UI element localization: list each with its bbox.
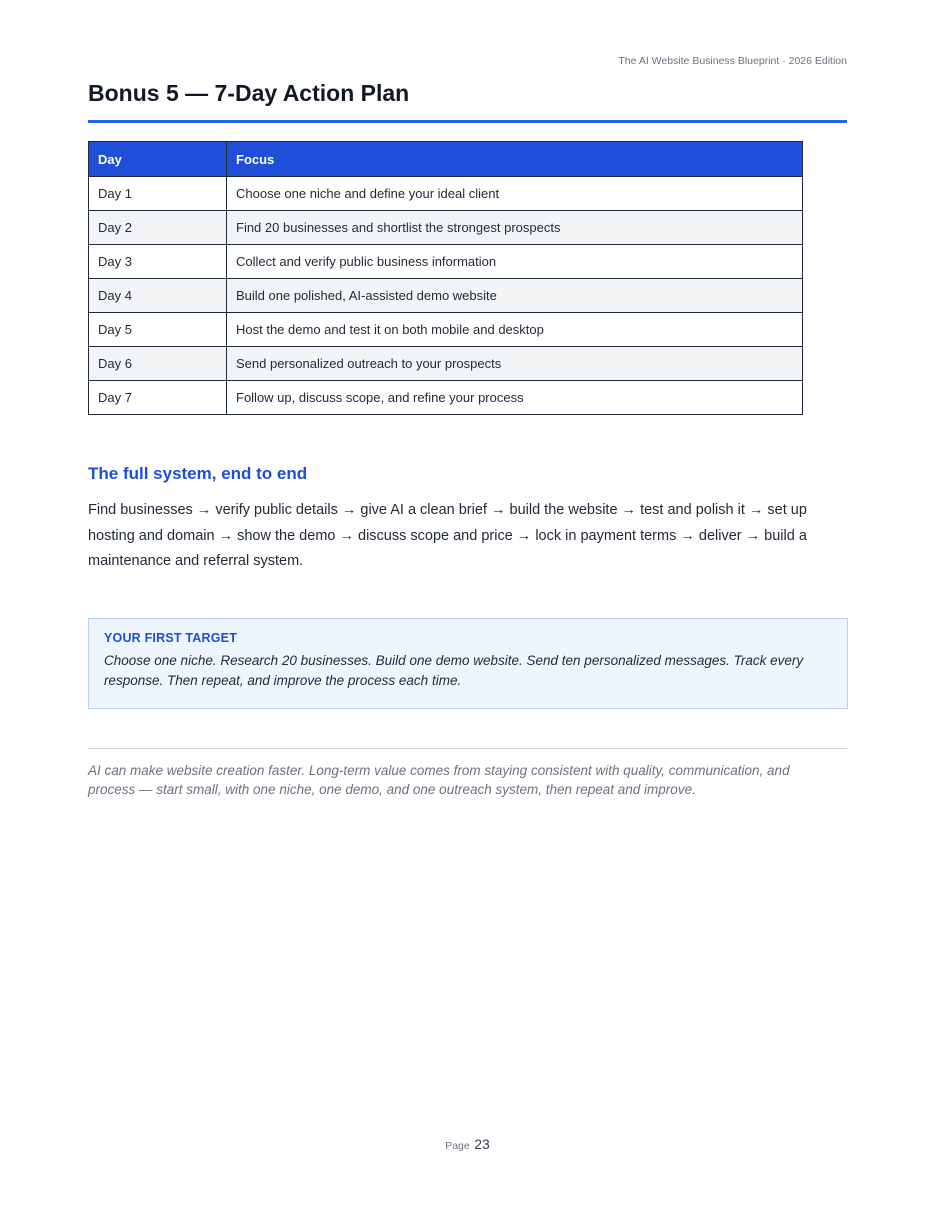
focus-cell: Collect and verify public business information [227, 245, 803, 279]
table-row [89, 177, 803, 211]
table-row [89, 381, 803, 415]
focus-cell: Build one polished, AI-assisted demo website [227, 279, 803, 313]
table-row [89, 279, 803, 313]
day-cell: Day 5 [89, 313, 227, 347]
day-cell: Day 6 [89, 347, 227, 381]
focus-cell: Choose one niche and define your ideal client [227, 177, 803, 211]
table-row [89, 211, 803, 245]
system-flow-text: Find businesses → verify public details → give AI a clean brief → build the website → test and polish it → set up hosting and domain → show the demo → discuss scope and price → lock in payment terms → deliver → build a maintenance and referral system. [88, 502, 807, 569]
title-underline [88, 120, 847, 123]
focus-cell: Find 20 businesses and shortlist the strongest prospects [227, 211, 803, 245]
page-number: 23 [474, 1136, 490, 1152]
action-plan-table [88, 141, 803, 415]
page-footer [0, 1136, 935, 1154]
day-cell: Day 2 [89, 211, 227, 245]
day-cell: Day 7 [89, 381, 227, 415]
column-header-day: Day [89, 142, 227, 177]
callout-label: YOUR FIRST TARGET [104, 631, 238, 645]
page-label: Page [445, 1140, 470, 1152]
running-header: The AI Website Business Blueprint · 2026 Edition [618, 55, 847, 67]
closing-note: AI can make website creation faster. Long-term value comes from staying consistent with quality, communication, and process — start small, with one niche, one demo, and one outreach system, then repeat and improve. [88, 763, 790, 797]
first-target-callout [88, 618, 848, 709]
section-heading: The full system, end to end [88, 464, 308, 483]
section-divider [88, 748, 847, 749]
day-cell: Day 1 [89, 177, 227, 211]
focus-cell: Follow up, discuss scope, and refine your process [227, 381, 803, 415]
table-row [89, 347, 803, 381]
callout-text: Choose one niche. Research 20 businesses. Build one demo website. Send ten personalized messages. Track every response. Then repeat, and improve the process each time. [104, 653, 804, 688]
day-cell: Day 3 [89, 245, 227, 279]
table-row [89, 313, 803, 347]
day-cell: Day 4 [89, 279, 227, 313]
column-header-focus: Focus [227, 142, 803, 177]
page-title: Bonus 5 — 7-Day Action Plan [88, 80, 410, 106]
focus-cell: Send personalized outreach to your prospects [227, 347, 803, 381]
focus-cell: Host the demo and test it on both mobile and desktop [227, 313, 803, 347]
table-header-row [89, 142, 803, 177]
table-row [89, 245, 803, 279]
